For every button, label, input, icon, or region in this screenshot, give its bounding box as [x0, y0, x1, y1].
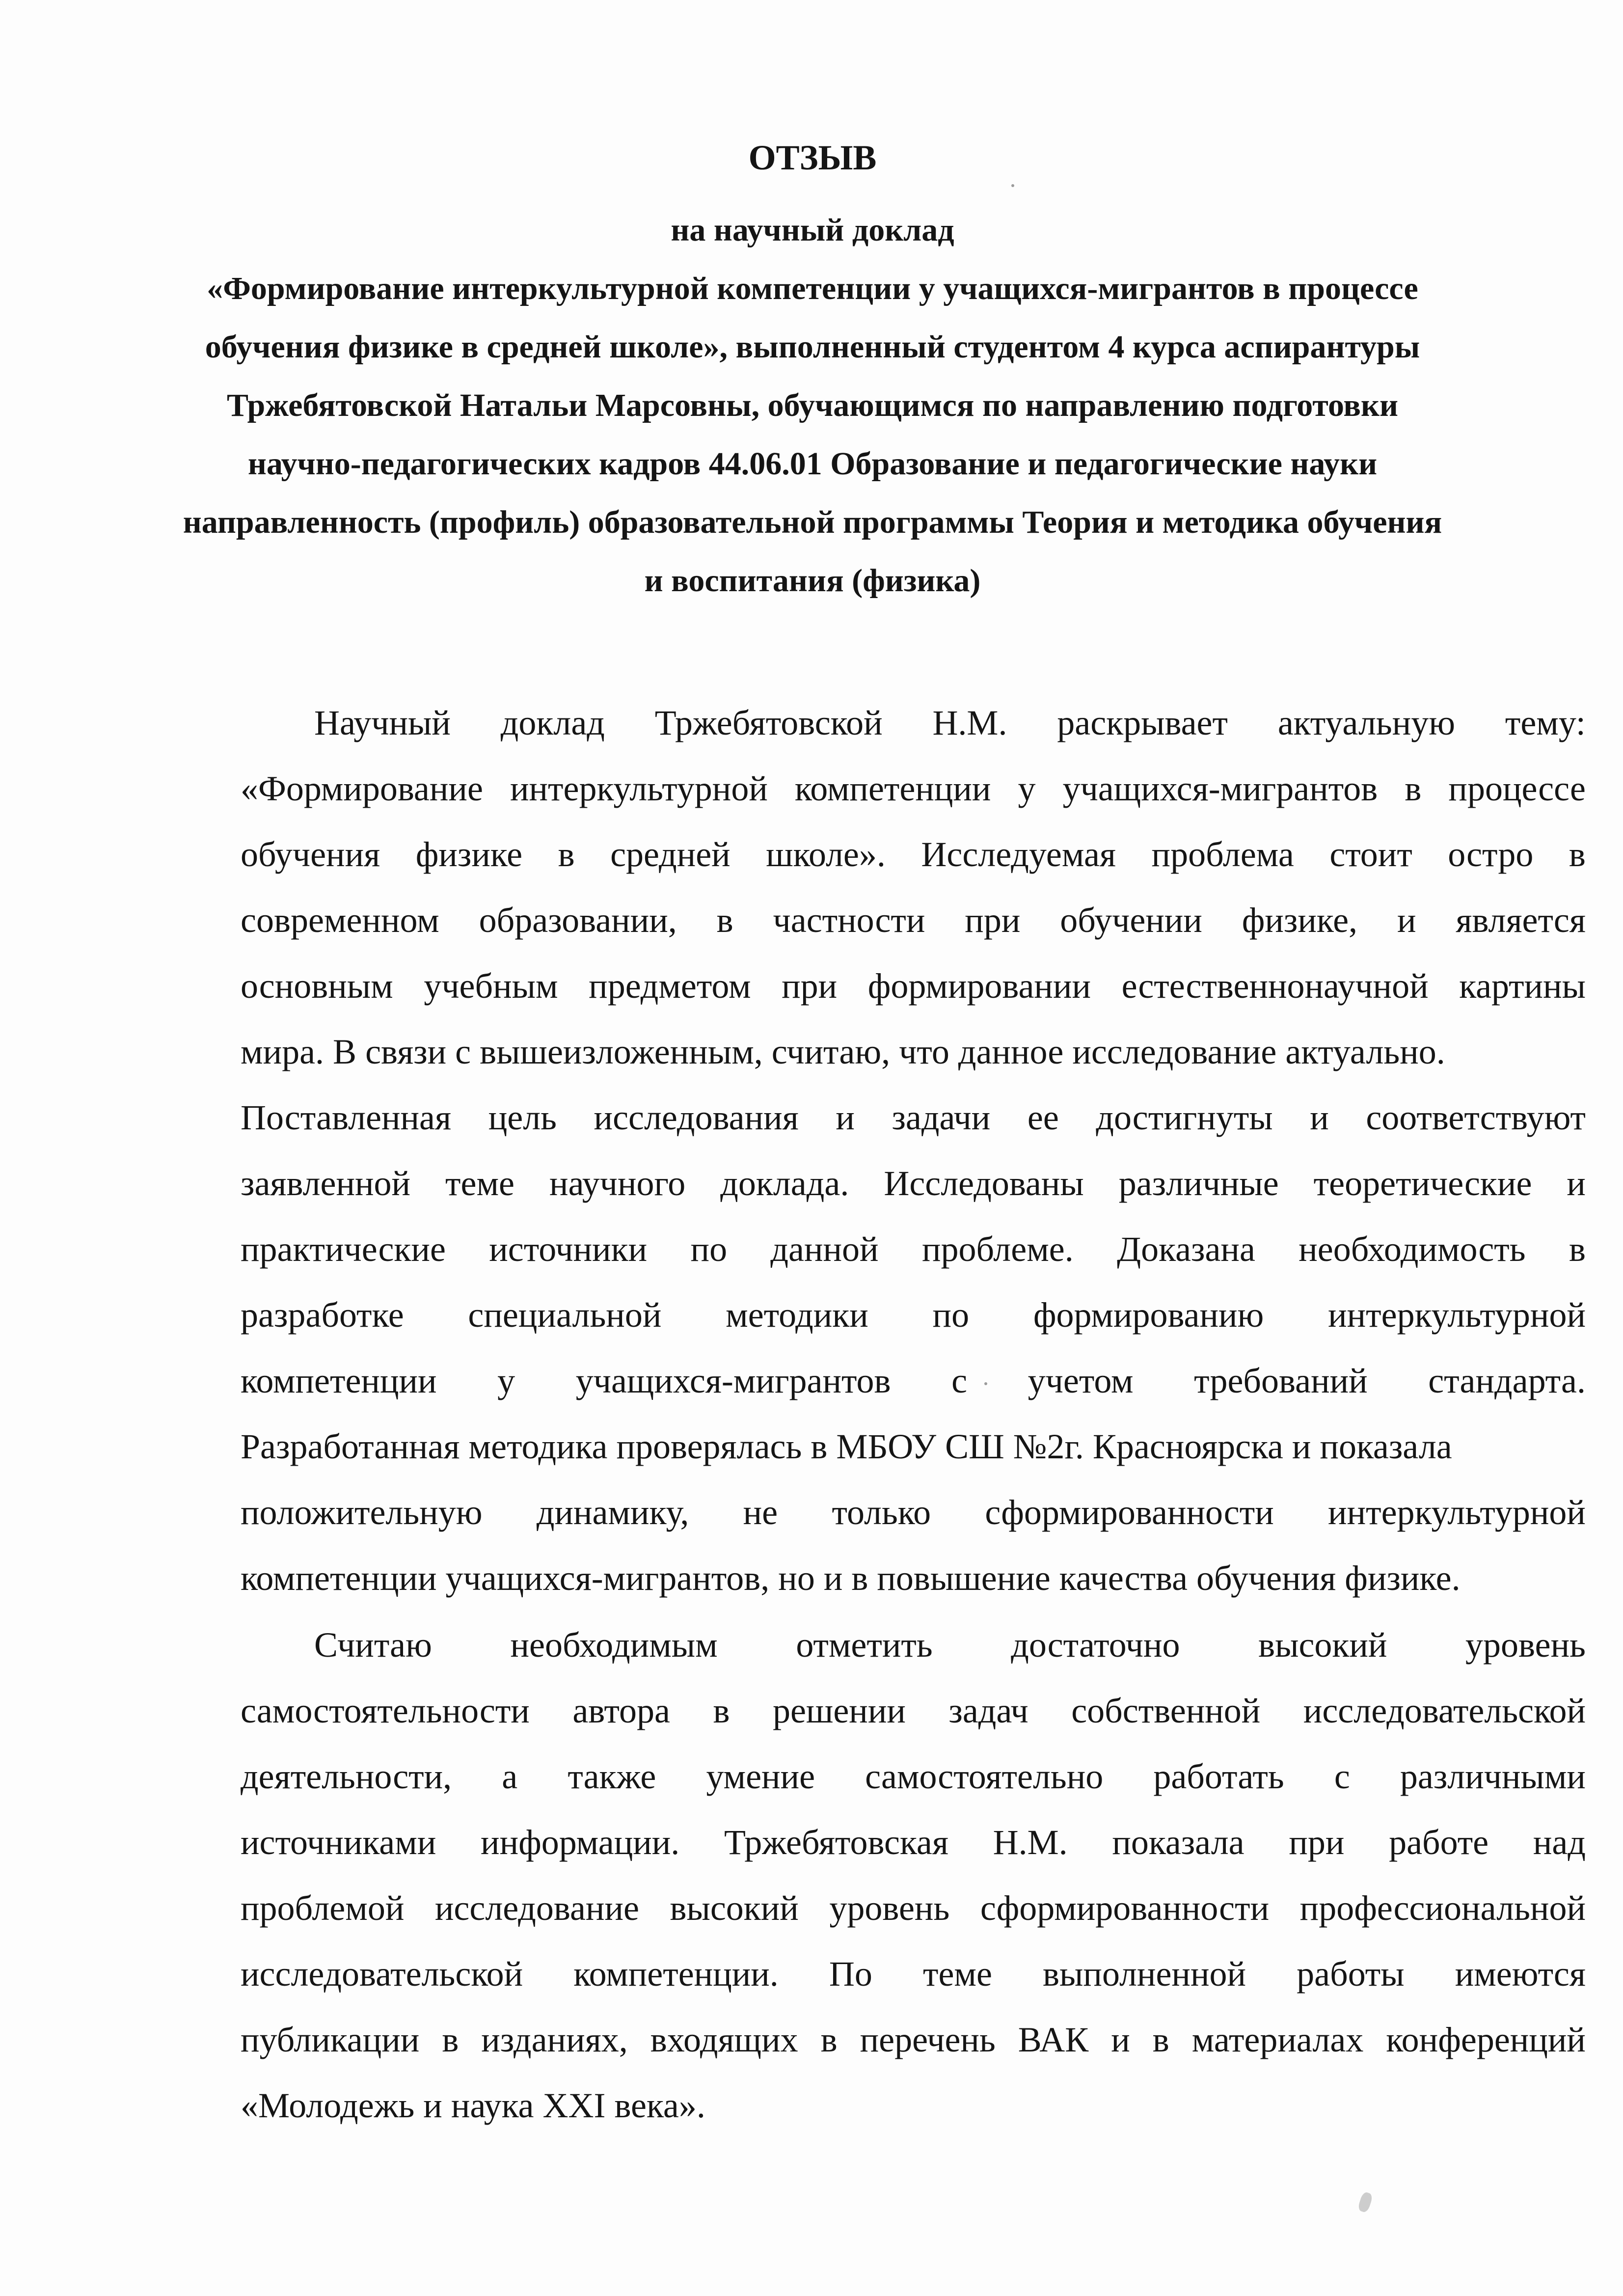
text-line	[241, 1612, 1586, 1678]
word: динамику,	[536, 1493, 689, 1532]
word: учебным	[424, 966, 558, 1006]
word: Тржебятовской	[654, 703, 883, 742]
text-line	[241, 1678, 1586, 1744]
word: деятельности,	[241, 1757, 452, 1796]
word: необходимость	[1298, 1230, 1526, 1269]
word: образовании,	[479, 901, 677, 940]
word: формированию	[1033, 1295, 1264, 1335]
paragraph-2	[241, 1612, 1586, 2138]
word: уровень	[1465, 1625, 1586, 1665]
word: сформированности	[985, 1493, 1274, 1532]
word: самостоятельности	[241, 1691, 530, 1730]
word: требований	[1194, 1361, 1368, 1400]
word: учащихся-мигрантов	[1062, 769, 1378, 808]
heading-line: и воспитания (физика)	[644, 563, 981, 599]
text-line	[241, 1809, 1586, 1875]
heading-line: научно-педагогических кадров 44.06.01 Образование и педагогические науки	[247, 446, 1378, 482]
word: при	[965, 901, 1021, 940]
text-line	[241, 1479, 1586, 1545]
word: в	[1569, 1230, 1586, 1269]
word: является	[1456, 901, 1586, 940]
word: в	[1152, 2020, 1169, 2059]
heading-line: Тржебятовской Натальи Марсовны, обучающимся по направлению подготовки	[226, 387, 1399, 423]
word: обучении	[1060, 901, 1202, 940]
word: остро	[1448, 835, 1534, 874]
word: Исследуемая	[921, 835, 1116, 874]
word: с	[1334, 1757, 1350, 1796]
word: проблеме.	[921, 1230, 1074, 1269]
word: также	[568, 1757, 656, 1796]
text-line	[241, 756, 1586, 821]
text-line	[241, 1216, 1586, 1282]
word: формировании	[867, 966, 1091, 1006]
heading-line: на научный доклад	[671, 212, 954, 248]
text-line	[241, 1348, 1586, 1414]
word: источники	[489, 1230, 648, 1269]
text-line	[241, 2007, 1586, 2073]
text-line: мира. В связи с вышеизложенным, считаю, что данное исследование актуально.	[241, 1032, 1445, 1071]
word: при	[782, 966, 838, 1006]
word: Н.М.	[932, 703, 1007, 742]
word: физике,	[1242, 901, 1358, 940]
word: стоит	[1329, 835, 1412, 874]
word: различные	[1118, 1164, 1279, 1203]
word: интеркультурной	[510, 769, 768, 808]
word: картины	[1459, 966, 1586, 1006]
word: научного	[549, 1164, 686, 1203]
word: «Формирование	[241, 769, 483, 808]
word: показала	[1112, 1823, 1244, 1862]
word: естественнонаучной	[1121, 966, 1429, 1006]
word: работы	[1297, 1954, 1405, 1994]
word: конференций	[1386, 2020, 1586, 2059]
text-line	[241, 1150, 1586, 1216]
scan-speck	[984, 1382, 987, 1385]
word: раскрывает	[1057, 703, 1228, 742]
word: современном	[241, 901, 439, 940]
word: по	[690, 1230, 728, 1269]
word: физике	[415, 835, 523, 874]
word: соответствуют	[1366, 1098, 1586, 1137]
word: учетом	[1028, 1361, 1134, 1400]
word: исследовательской	[241, 1954, 523, 1994]
word: и	[1310, 1098, 1329, 1137]
word: в	[442, 2020, 459, 2059]
word: и	[1111, 2020, 1130, 2059]
word: по	[932, 1295, 970, 1335]
word: в	[558, 835, 575, 874]
word: не	[743, 1493, 778, 1532]
text-line	[241, 953, 1586, 1019]
text-line	[241, 1085, 1586, 1150]
word: входящих	[650, 2020, 798, 2059]
word: разработке	[241, 1295, 404, 1335]
word: методики	[726, 1295, 868, 1335]
text-line	[241, 821, 1586, 887]
word: изданиях,	[481, 2020, 628, 2059]
word: и	[1397, 901, 1416, 940]
word: информации.	[481, 1823, 680, 1862]
heading-line: «Формирование интеркультурной компетенции у учащихся-мигрантов в процессе	[207, 271, 1418, 306]
word: различными	[1400, 1757, 1586, 1796]
paragraph-1	[241, 690, 1586, 1611]
word: ВАК	[1018, 2020, 1089, 2059]
text-line: Разработанная методика проверялась в МБОУ СШ №2г. Красноярска и показала	[241, 1427, 1452, 1466]
text-line	[241, 1941, 1586, 2007]
word: самостоятельно	[865, 1757, 1104, 1796]
word: Исследованы	[884, 1164, 1084, 1203]
word: доклада.	[720, 1164, 849, 1203]
word: автора	[572, 1691, 670, 1730]
word: средней	[610, 835, 730, 874]
word: заявленной	[241, 1164, 411, 1203]
word: ее	[1027, 1098, 1059, 1137]
word: у	[497, 1361, 515, 1400]
word: источниками	[241, 1823, 436, 1862]
word: процессе	[1448, 769, 1586, 808]
word: Поставленная	[241, 1098, 452, 1137]
word: публикации	[241, 2020, 420, 2059]
text-line	[241, 1875, 1586, 1941]
document-title: ОТЗЫВ	[748, 138, 877, 177]
text-line	[241, 1282, 1586, 1348]
word: у	[1018, 769, 1036, 808]
word: исследовательской	[1303, 1691, 1586, 1730]
word: компетенции	[794, 769, 991, 808]
word: в	[716, 901, 733, 940]
word: Тржебятовская	[724, 1823, 948, 1862]
word: теме	[923, 1954, 992, 1994]
word: над	[1533, 1823, 1586, 1862]
word: исследование	[434, 1888, 639, 1928]
word: собственной	[1071, 1691, 1261, 1730]
word: проблема	[1151, 835, 1294, 874]
word: и	[836, 1098, 855, 1137]
word: основным	[241, 966, 393, 1006]
heading-line: обучения физике в средней школе», выполненный студентом 4 курса аспирантуры	[205, 329, 1420, 365]
word: профессиональной	[1299, 1888, 1586, 1928]
word: актуальную	[1277, 703, 1456, 742]
word: Считаю	[314, 1625, 432, 1665]
word: Научный	[314, 703, 451, 742]
word: высокий	[1258, 1625, 1387, 1665]
word: По	[829, 1954, 872, 1994]
word: и	[1567, 1164, 1586, 1203]
word: компетенции.	[573, 1954, 779, 1994]
word: при	[1289, 1823, 1345, 1862]
word: только	[832, 1493, 931, 1532]
word: с	[951, 1361, 968, 1400]
word: в	[820, 2020, 838, 2059]
word: достаточно	[1011, 1625, 1180, 1665]
text-line	[241, 1744, 1586, 1809]
word: решении	[772, 1691, 906, 1730]
word: предметом	[589, 966, 751, 1006]
word: теоретические	[1313, 1164, 1532, 1203]
word: отметить	[796, 1625, 933, 1665]
word: специальной	[468, 1295, 662, 1335]
word: в	[1569, 835, 1586, 874]
word: достигнуты	[1096, 1098, 1273, 1137]
word: тему:	[1505, 703, 1586, 742]
scan-smudge	[1357, 2191, 1373, 2214]
word: в	[713, 1691, 730, 1730]
word: умение	[706, 1757, 815, 1796]
word: школе».	[766, 835, 886, 874]
word: перечень	[860, 2020, 996, 2059]
word: уровень	[829, 1888, 950, 1928]
heading-line: направленность (профиль) образовательной программы Теория и методика обучения	[183, 504, 1442, 540]
word: проблемой	[241, 1888, 405, 1928]
word: задач	[948, 1691, 1028, 1730]
word: данной	[770, 1230, 879, 1269]
text-line	[241, 690, 1586, 756]
word: а	[502, 1757, 518, 1796]
word: учащихся-мигрантов	[575, 1361, 891, 1400]
word: частности	[773, 901, 925, 940]
text-line: компетенции учащихся-мигрантов, но и в повышение качества обучения физике.	[241, 1558, 1461, 1598]
text-line: «Молодежь и наука XXI века».	[241, 2086, 705, 2125]
word: цель	[488, 1098, 557, 1137]
word: Доказана	[1117, 1230, 1255, 1269]
word: в	[1405, 769, 1422, 808]
word: работать	[1153, 1757, 1284, 1796]
document-heading	[162, 129, 1463, 610]
word: интеркультурной	[1328, 1493, 1586, 1532]
word: практические	[241, 1230, 446, 1269]
word: Н.М.	[993, 1823, 1068, 1862]
word: компетенции	[241, 1361, 437, 1400]
text-line	[241, 887, 1586, 953]
word: доклад	[500, 703, 605, 742]
word: выполненной	[1043, 1954, 1246, 1994]
word: материалах	[1191, 2020, 1364, 2059]
word: высокий	[670, 1888, 799, 1928]
word: имеются	[1455, 1954, 1586, 1994]
word: необходимым	[510, 1625, 718, 1665]
word: задачи	[892, 1098, 991, 1137]
scan-speck	[1011, 184, 1014, 187]
word: теме	[445, 1164, 514, 1203]
word: работе	[1389, 1823, 1489, 1862]
word: стандарта.	[1428, 1361, 1586, 1400]
word: сформированности	[980, 1888, 1270, 1928]
word: обучения	[241, 835, 380, 874]
word: положительную	[241, 1493, 483, 1532]
word: интеркультурной	[1328, 1295, 1586, 1335]
word: исследования	[594, 1098, 799, 1137]
